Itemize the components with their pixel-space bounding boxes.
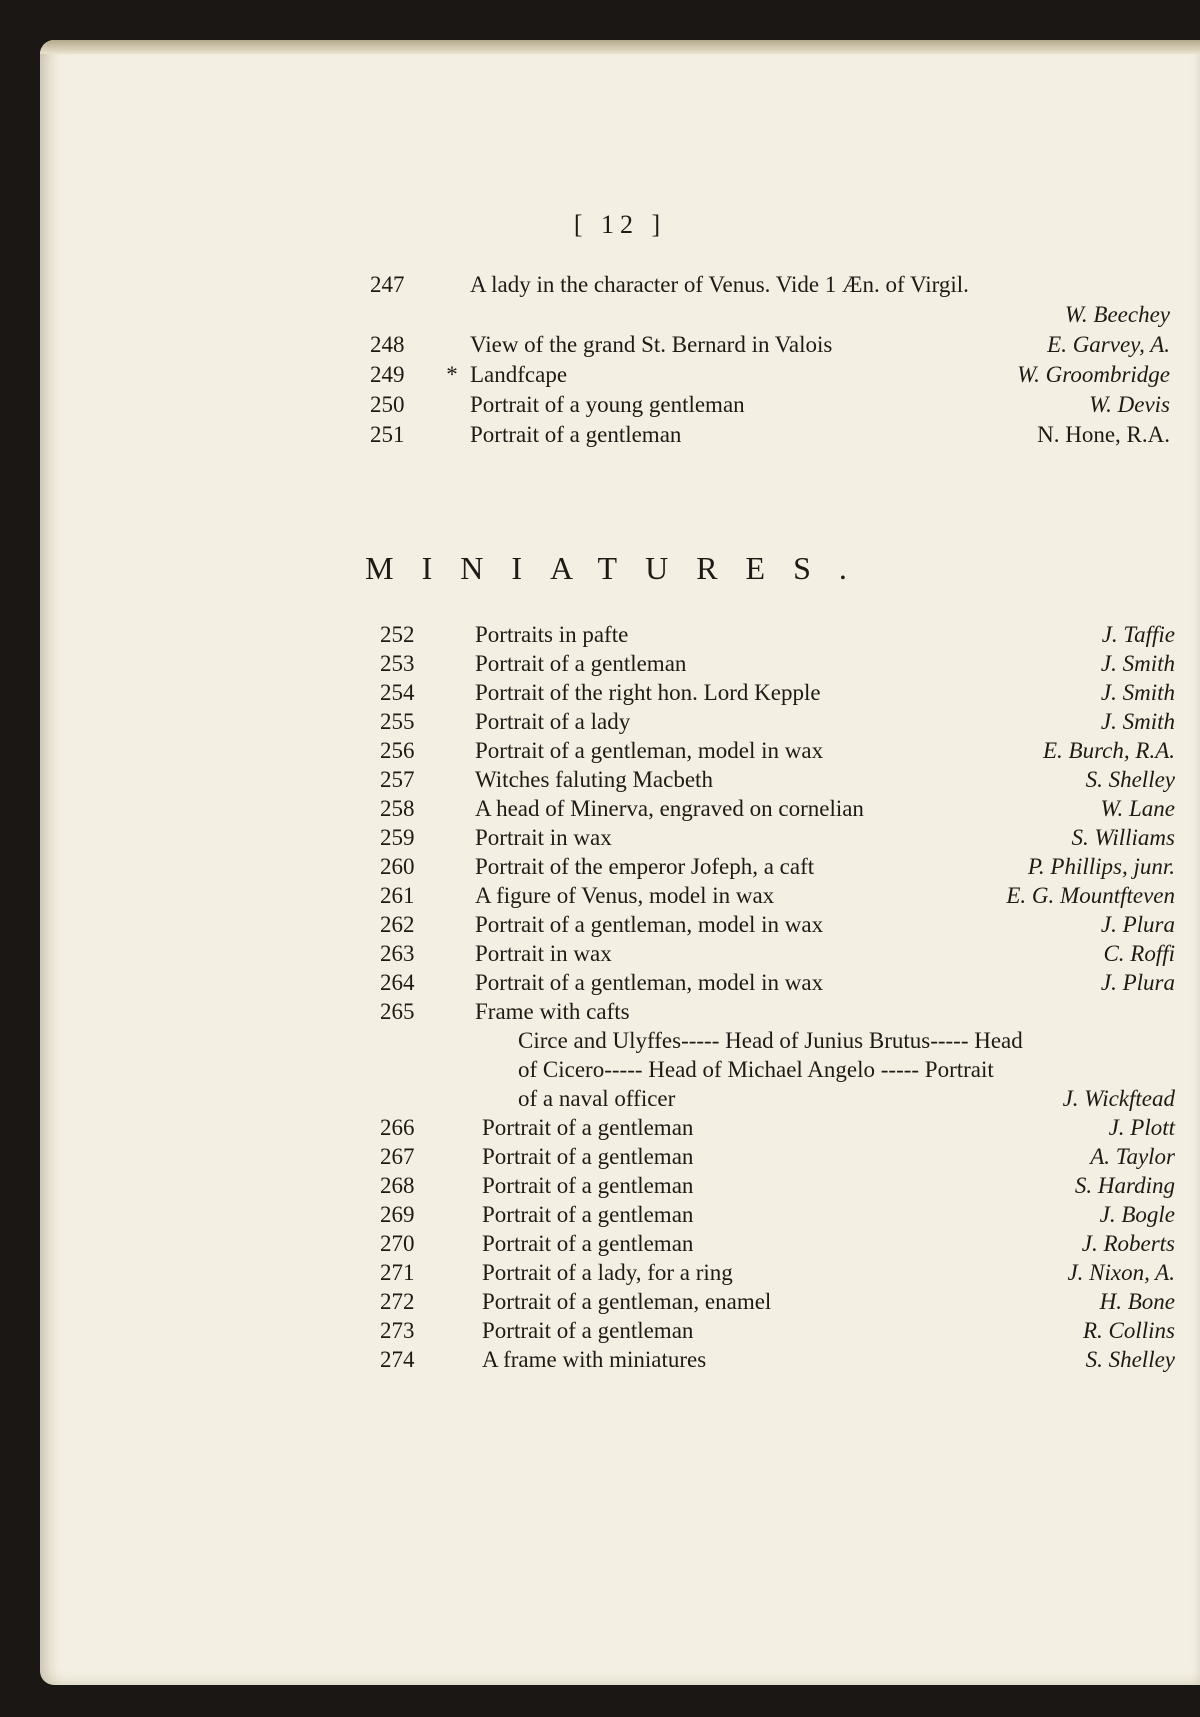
entry-artist: H. Bone <box>1099 1289 1175 1314</box>
list-item <box>370 360 1170 390</box>
entry-number: 249 <box>370 362 405 387</box>
list-item <box>380 1345 1175 1375</box>
entry-title: Portrait of a gentleman, model in wax <box>475 738 824 763</box>
list-item <box>380 1113 1175 1143</box>
entry-number: 253 <box>380 651 415 676</box>
entry-number: 269 <box>380 1202 415 1227</box>
entry-number: 254 <box>380 680 415 705</box>
entry-artist: C. Roffi <box>1103 941 1175 966</box>
list-item <box>380 881 1175 911</box>
entry-artist: P. Phillips, junr. <box>1027 854 1175 879</box>
entry-number: 272 <box>380 1289 415 1314</box>
entry-title: Portrait of a young gentleman <box>470 392 745 417</box>
entry-title: Portrait of the emperor Jofeph, a caft <box>475 854 815 879</box>
entry-title: Portraits in pafte <box>475 622 629 647</box>
entry-artist: W. Lane <box>1100 796 1175 821</box>
entry-number: 255 <box>380 709 415 734</box>
list-item <box>380 794 1175 824</box>
entry-artist: W. Beechey <box>1064 302 1170 327</box>
entry-number: 260 <box>380 854 415 879</box>
entry-number: 267 <box>380 1144 415 1169</box>
entry-title: Portrait of a gentleman <box>482 1202 694 1227</box>
entry-number: 261 <box>380 883 415 908</box>
list-item <box>380 1200 1175 1230</box>
entry-number: 257 <box>380 767 415 792</box>
entry-artist: J. Bogle <box>1099 1202 1175 1227</box>
list-item <box>380 1316 1175 1346</box>
entry-number: 247 <box>370 272 405 297</box>
entry-artist: R. Collins <box>1082 1318 1175 1343</box>
book-page <box>40 40 1200 1685</box>
entry-number: 265 <box>380 999 415 1024</box>
section-heading: MINIATURES. <box>365 550 875 586</box>
entry-title: Portrait of a gentleman, model in wax <box>475 970 824 995</box>
entry-title: A frame with miniatures <box>482 1347 707 1372</box>
entry-number: 274 <box>380 1347 415 1372</box>
entry-title: Portrait of a gentleman, model in wax <box>475 912 824 937</box>
entry-number: 259 <box>380 825 415 850</box>
entry-title: Portrait of a gentleman <box>482 1144 694 1169</box>
entry-artist: J. Plott <box>1108 1115 1175 1140</box>
list-item <box>380 997 1175 1027</box>
list-item <box>380 910 1175 940</box>
list-item <box>380 649 1175 679</box>
entry-artist: J. Wickftead <box>1062 1086 1175 1111</box>
list-item <box>380 1171 1175 1201</box>
entry-title: Portrait of the right hon. Lord Kepple <box>475 680 821 705</box>
entry-title: Portrait of a lady <box>475 709 631 734</box>
list-item <box>380 939 1175 969</box>
entry-title: Portrait of a gentleman <box>470 422 682 447</box>
entry-title: Portrait of a gentleman, enamel <box>482 1289 772 1314</box>
entry-number: 262 <box>380 912 415 937</box>
entry-number: 264 <box>380 970 415 995</box>
list-item <box>380 823 1175 853</box>
asterisk-mark: * <box>446 362 458 387</box>
entry-number: 252 <box>380 622 415 647</box>
entry-number: 271 <box>380 1260 415 1285</box>
list-item <box>370 390 1170 420</box>
list-item <box>380 765 1175 795</box>
entry-artist: J. Plura <box>1100 970 1175 995</box>
entry-number: 263 <box>380 941 415 966</box>
entry-artist: S. Harding <box>1074 1173 1175 1198</box>
list-item <box>370 300 1170 330</box>
list-item <box>380 968 1175 998</box>
entry-title: View of the grand St. Bernard in Valois <box>470 332 833 357</box>
entry-artist: E. Burch, R.A. <box>1042 738 1175 763</box>
entry-title: Portrait of a gentleman <box>482 1173 694 1198</box>
entry-artist: W. Groombridge <box>1017 362 1170 387</box>
entry-title: Portrait in wax <box>475 825 612 850</box>
entry-artist: J. Smith <box>1100 680 1175 705</box>
entry-title: Portrait of a gentleman <box>475 651 687 676</box>
list-item <box>380 1084 1175 1114</box>
entry-number: 266 <box>380 1115 415 1140</box>
entry-title: A lady in the character of Venus. Vide 1 Æn. of Virgil. <box>470 272 969 297</box>
entry-title: Portrait of a lady, for a ring <box>482 1260 733 1285</box>
entry-artist: S. Shelley <box>1085 767 1175 792</box>
entry-265-continuation-line: Circe and Ulyffes----- Head of Junius Brutus----- Head <box>518 1028 1023 1053</box>
entry-title: Portrait of a gentleman <box>482 1318 694 1343</box>
entry-artist: S. Shelley <box>1085 1347 1175 1372</box>
entry-artist: A. Taylor <box>1090 1144 1175 1169</box>
list-item <box>380 1229 1175 1259</box>
entry-number: 248 <box>370 332 405 357</box>
entry-title: A head of Minerva, engraved on cornelian <box>475 796 864 821</box>
entry-number: 258 <box>380 796 415 821</box>
entry-title: Portrait of a gentleman <box>482 1115 694 1140</box>
entry-title: A figure of Venus, model in wax <box>475 883 775 908</box>
entry-artist: N. Hone, R.A. <box>1037 422 1170 447</box>
entry-number: 268 <box>380 1173 415 1198</box>
entry-title: Frame with cafts <box>475 999 630 1024</box>
list-item <box>370 270 1200 300</box>
entry-265-continuation-line: of Cicero----- Head of Michael Angelo ----- Portrait <box>518 1057 994 1082</box>
list-item <box>380 707 1175 737</box>
list-item <box>380 1142 1175 1172</box>
list-item <box>370 420 1170 450</box>
entry-title: Portrait of a gentleman <box>482 1231 694 1256</box>
entry-artist: E. G. Mountfteven <box>1006 883 1175 908</box>
entry-artist: W. Devis <box>1089 392 1170 417</box>
entry-number: 256 <box>380 738 415 763</box>
entry-number: 273 <box>380 1318 415 1343</box>
entry-number: 250 <box>370 392 405 417</box>
entry-artist: J. Nixon, A. <box>1067 1260 1175 1285</box>
entry-title: Landfcape <box>470 362 568 387</box>
entry-artist: S. Williams <box>1071 825 1175 850</box>
entry-artist: J. Smith <box>1100 651 1175 676</box>
entry-number: 270 <box>380 1231 415 1256</box>
entry-artist: J. Plura <box>1100 912 1175 937</box>
list-item <box>380 852 1175 882</box>
entry-265-continuation-line: of a naval officer <box>518 1086 676 1111</box>
entry-artist: J. Taffie <box>1101 622 1175 647</box>
entry-title: Portrait in wax <box>475 941 612 966</box>
entry-number: 251 <box>370 422 405 447</box>
list-item <box>370 330 1170 360</box>
entry-artist: J. Roberts <box>1081 1231 1175 1256</box>
page-number: [ 12 ] <box>573 210 667 239</box>
list-item <box>380 620 1175 650</box>
entry-artist: E. Garvey, A. <box>1047 332 1170 357</box>
list-item <box>380 736 1175 766</box>
entry-title: Witches faluting Macbeth <box>475 767 713 792</box>
entry-artist: J. Smith <box>1100 709 1175 734</box>
list-item <box>380 678 1175 708</box>
list-item <box>380 1258 1175 1288</box>
list-item <box>380 1287 1175 1317</box>
